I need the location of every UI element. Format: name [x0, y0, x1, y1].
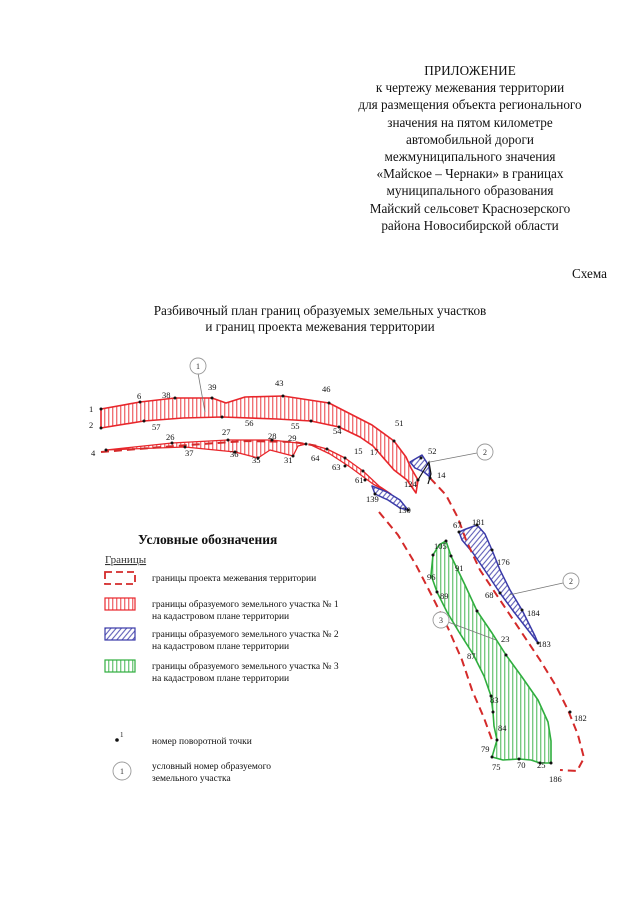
turning-point	[344, 465, 347, 468]
legend-text: границы образуемого земельного участка № 2	[152, 630, 339, 640]
point-label: 184	[527, 608, 540, 618]
legend-point-number: 1	[120, 731, 124, 739]
turning-point	[364, 479, 367, 482]
turning-point	[310, 420, 313, 423]
point-label: 64	[311, 453, 320, 463]
legend-text: номер поворотной точки	[152, 737, 252, 747]
point-label: 186	[549, 774, 562, 784]
point-label: 84	[498, 723, 507, 733]
point-label: 181	[472, 517, 485, 527]
point-label: 36	[230, 449, 239, 459]
point-label: 89	[440, 591, 449, 601]
parcel-number: 2	[569, 577, 573, 586]
turning-point	[420, 457, 423, 460]
legend-section: Границы	[105, 554, 147, 566]
point-label: 91	[455, 563, 464, 573]
turning-point	[521, 609, 524, 612]
point-label: 182	[574, 713, 587, 723]
point-label: 37	[185, 448, 194, 458]
legend-swatch-plot2	[105, 628, 135, 640]
plan-title-line: и границ проекта межевания территории	[205, 319, 435, 334]
point-label: 68	[485, 590, 494, 600]
point-label: 51	[395, 418, 404, 428]
point-label: 55	[291, 421, 300, 431]
appendix-line: значения на пятом километре	[387, 114, 553, 130]
appendix-line: автомобильной дороги	[406, 131, 534, 147]
legend-swatch-plot3	[105, 660, 135, 672]
point-label: 43	[275, 378, 284, 388]
point-label: 39	[208, 382, 217, 392]
point-label: 87	[467, 651, 476, 661]
point-label: 15	[354, 446, 363, 456]
turning-point	[505, 654, 508, 657]
point-label: 56	[245, 418, 254, 428]
turning-point	[143, 420, 146, 423]
point-label: 105	[434, 541, 447, 551]
point-label: 17	[370, 447, 379, 457]
point-label: 139	[366, 494, 379, 504]
turning-point	[476, 610, 479, 613]
turning-point	[211, 397, 214, 400]
turning-point	[550, 762, 553, 765]
point-label: 130	[398, 505, 411, 515]
point-label: 70	[517, 760, 526, 770]
parcel-number: 1	[196, 362, 200, 371]
turning-point	[328, 402, 331, 405]
turning-point	[221, 416, 224, 419]
legend-text: на кадастровом плане территории	[152, 642, 290, 652]
appendix-line: муниципального образования	[386, 183, 554, 199]
turning-point	[499, 592, 502, 595]
legend-text: на кадастровом плане территории	[152, 612, 290, 622]
legend-text: на кадастровом плане территории	[152, 674, 290, 684]
point-label: 52	[428, 446, 437, 456]
point-label: 14	[437, 470, 446, 480]
parcel-number: 3	[439, 616, 443, 625]
point-label: 38	[162, 390, 171, 400]
turning-point	[429, 477, 432, 480]
point-label: 26	[166, 432, 175, 442]
turning-point	[227, 439, 230, 442]
point-label: 96	[427, 572, 436, 582]
point-label: 6	[137, 391, 142, 401]
turning-point	[105, 449, 108, 452]
legend-point-symbol	[115, 738, 119, 742]
point-label: 176	[497, 557, 510, 567]
turning-point	[492, 711, 495, 714]
point-label: 25	[537, 760, 546, 770]
point-label: 83	[490, 695, 499, 705]
appendix-line: «Майское – Чернаки» в границах	[376, 166, 564, 182]
turning-point	[282, 395, 285, 398]
appendix-line: ПРИЛОЖЕНИЕ	[424, 63, 516, 78]
point-label: 183	[538, 639, 551, 649]
point-label: 57	[152, 422, 161, 432]
point-label: 23	[501, 634, 510, 644]
point-label: 75	[492, 762, 501, 772]
legend-text: границы образуемого земельного участка № 1	[152, 600, 339, 610]
turning-point	[432, 554, 435, 557]
legend-text: границы образуемого земельного участка № 3	[152, 662, 339, 672]
point-label: 27	[222, 427, 231, 437]
parcel-1-strip	[106, 440, 306, 458]
parcel-number: 2	[483, 448, 487, 457]
scheme-label: Схема	[571, 266, 607, 281]
appendix-line: межмуниципального значения	[384, 149, 556, 165]
turning-point	[393, 440, 396, 443]
turning-point	[174, 397, 177, 400]
point-label: 61	[355, 475, 364, 485]
point-label: 1	[89, 404, 94, 414]
point-label: 124	[404, 479, 417, 489]
legend-title: Условные обозначения	[138, 532, 278, 547]
turning-point	[436, 591, 439, 594]
turning-point	[305, 443, 308, 446]
point-label: 67	[453, 520, 462, 530]
appendix-line: района Новосибирской области	[381, 217, 559, 233]
legend-swatch-boundary	[105, 572, 135, 584]
point-label: 46	[322, 384, 331, 394]
plan-title-line: Разбивочный план границ образуемых земельных участков	[153, 303, 487, 318]
legend-text: земельного участка	[152, 774, 231, 784]
turning-point	[491, 549, 494, 552]
legend-parcel-number: 1	[120, 767, 124, 776]
turning-point	[569, 711, 572, 714]
legend-swatch-plot1	[105, 598, 135, 610]
point-label: 79	[481, 744, 490, 754]
turning-point	[326, 448, 329, 451]
turning-point	[362, 470, 365, 473]
turning-point	[491, 756, 494, 759]
turning-point	[450, 555, 453, 558]
appendix-line: для размещения объекта регионального	[358, 97, 582, 113]
point-label: 35	[252, 455, 261, 465]
turning-point	[458, 531, 461, 534]
turning-point	[417, 479, 420, 482]
legend-text: условный номер образуемого	[152, 762, 271, 772]
appendix-line: Майский сельсовет Краснозерского	[369, 200, 571, 216]
point-label: 4	[91, 448, 96, 458]
point-label: 28	[268, 431, 277, 441]
point-label: 63	[332, 462, 341, 472]
turning-point	[100, 427, 103, 430]
point-label: 31	[284, 455, 293, 465]
point-label: 2	[89, 420, 94, 430]
turning-point	[496, 739, 499, 742]
legend	[105, 532, 339, 784]
turning-point	[100, 408, 103, 411]
point-label: 54	[333, 426, 342, 436]
appendix-line: к чертежу межевания территории	[375, 80, 565, 96]
point-label: 29	[288, 433, 297, 443]
turning-point	[344, 457, 347, 460]
legend-text: границы проекта межевания территории	[152, 574, 317, 584]
